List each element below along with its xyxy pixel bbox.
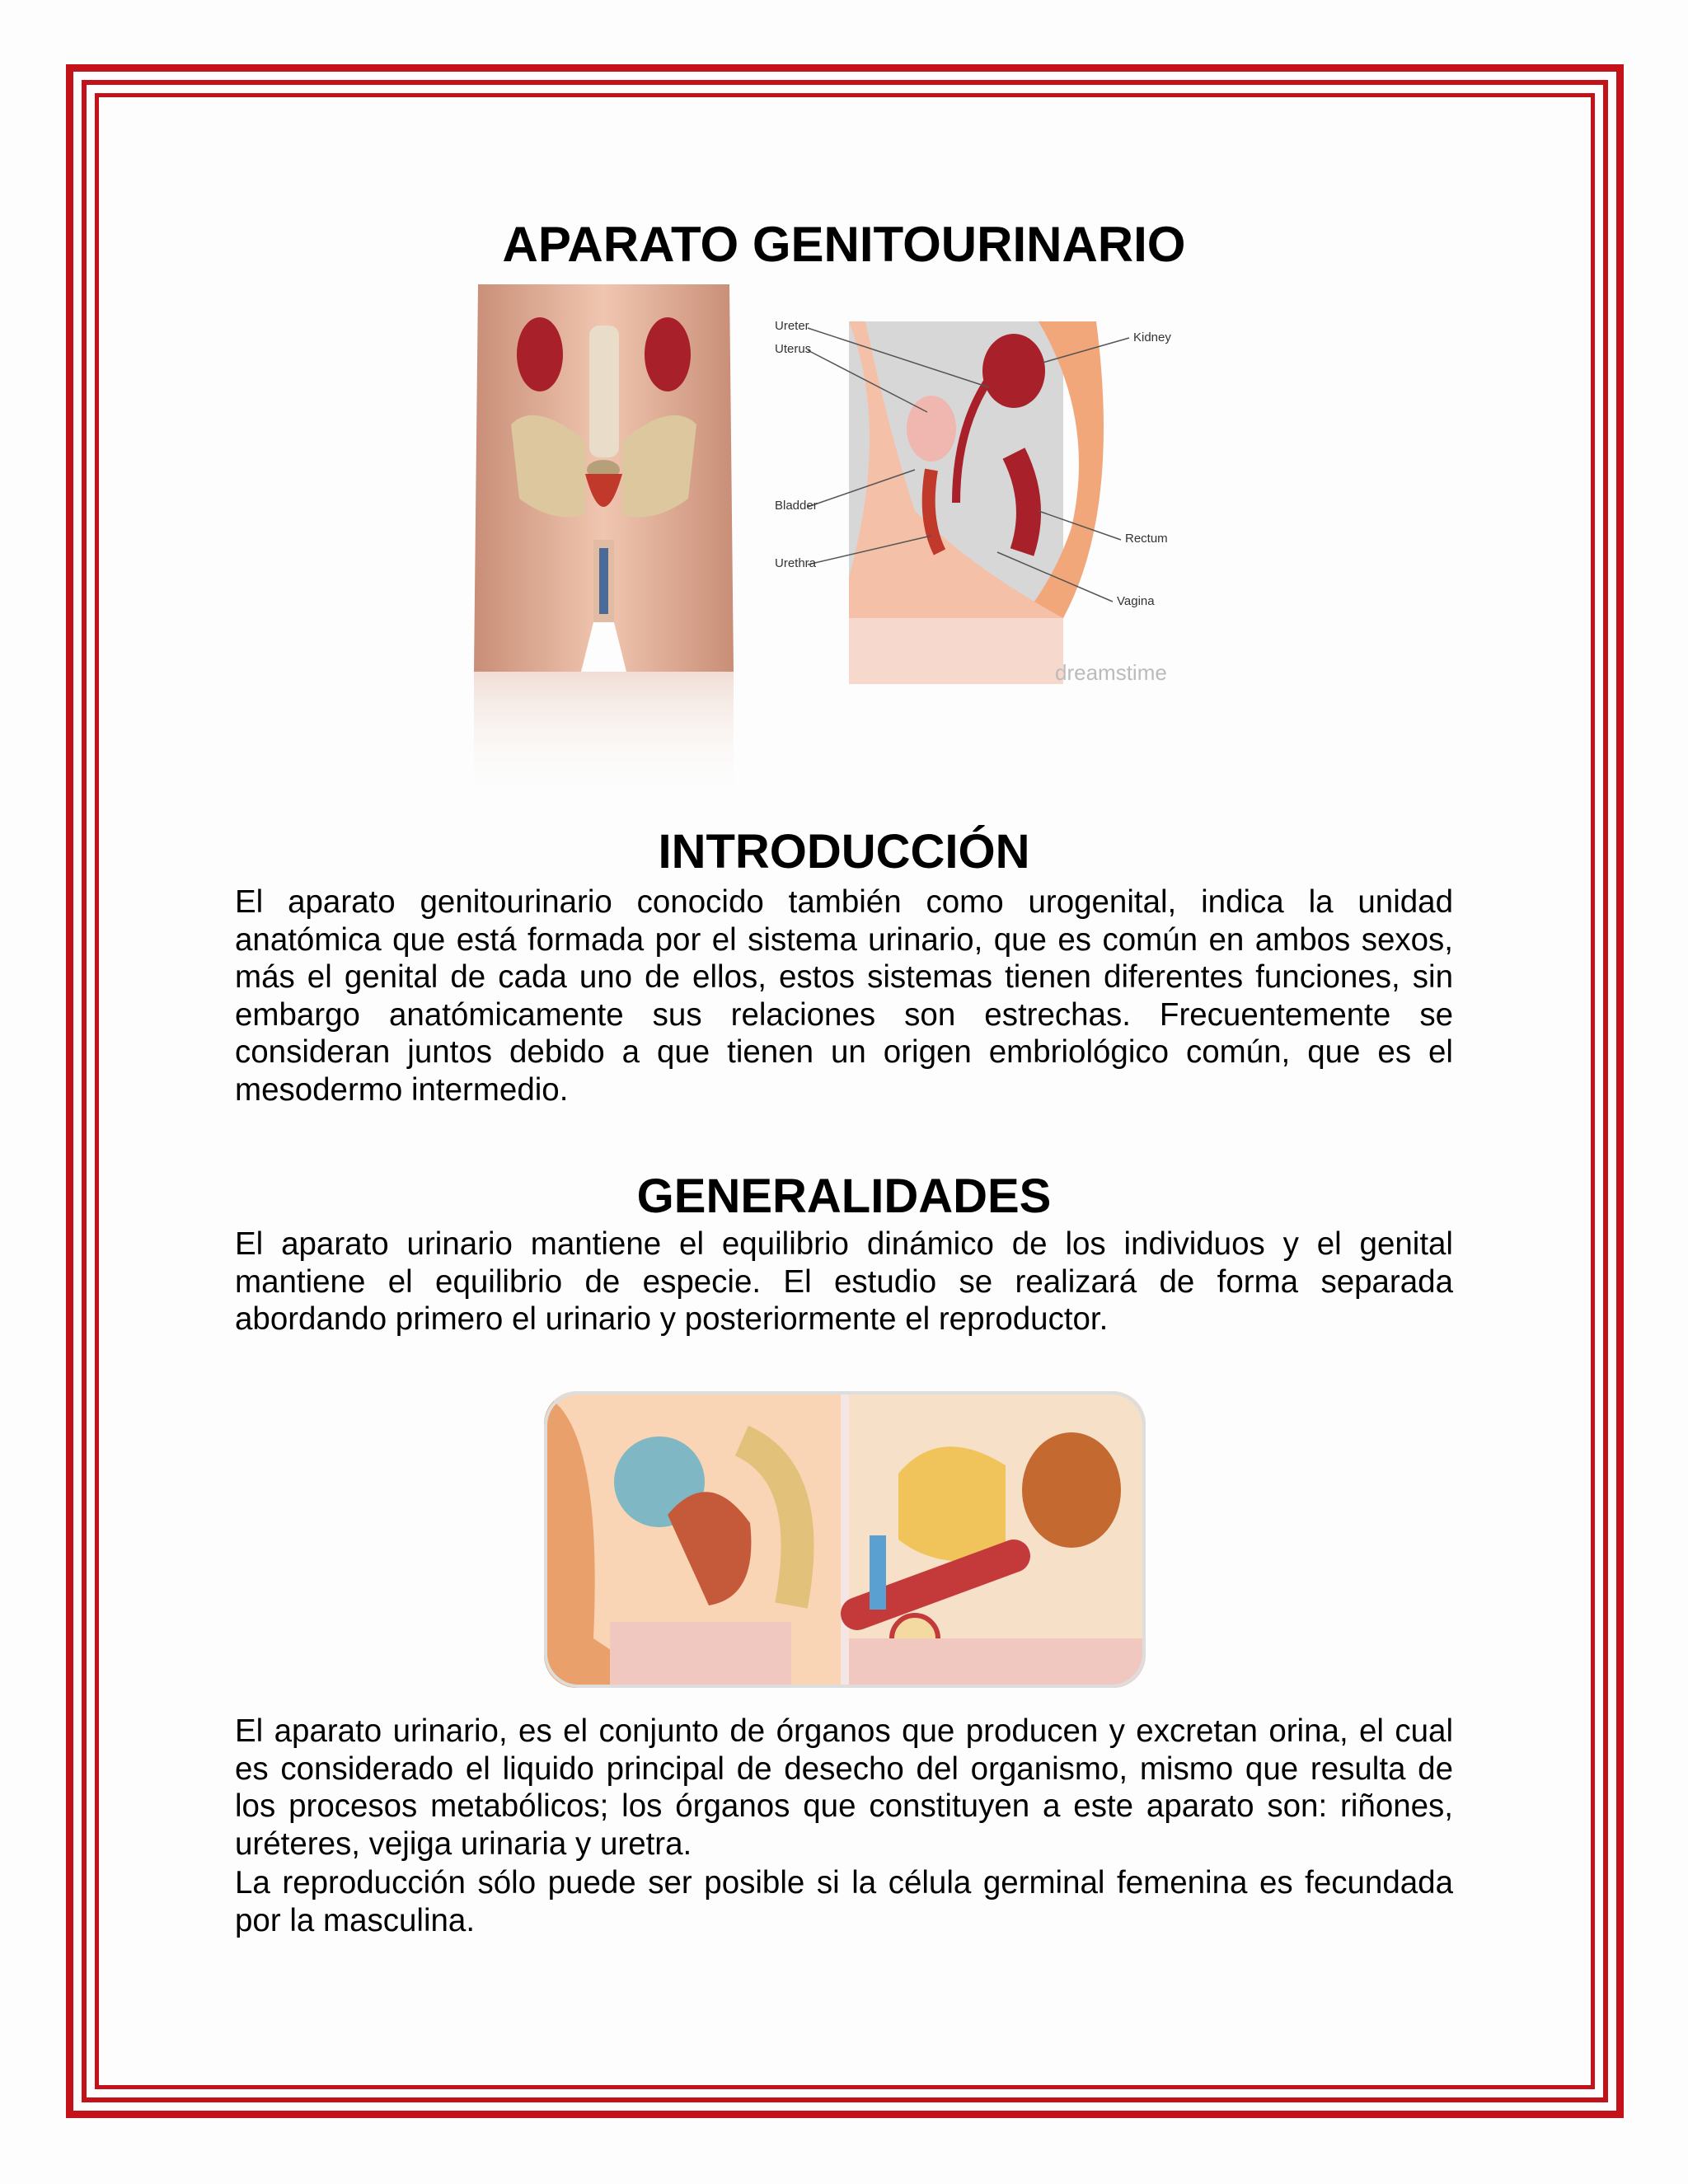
page-title: APARATO GENITOURINARIO	[502, 217, 1186, 272]
generalidades-text: El aparato urinario mantiene el equilibrio dinámico de los individuos y el genital mantiene el equilibrio de especie. El estudio se realizará de forma separada abordando primero el urinario y posteriormente el reproductor.	[235, 1226, 1453, 1337]
reproduccion-text: La reproducción sólo puede ser posible si la célula germinal femenina es fecundada por la masculina.	[235, 1865, 1453, 1938]
front-anatomy-illustration	[462, 276, 746, 804]
label-kidney: Kidney	[1133, 330, 1171, 344]
label-urethra: Urethra	[775, 556, 817, 570]
label-rectum: Rectum	[1125, 532, 1168, 546]
aparato-urinario-text: El aparato urinario, es el conjunto de órganos que producen y excretan orina, el cual es considerado el liquido principal de desecho del organismo, mismo que resulta de los procesos metabólicos; los órganos que constituyen a este aparato son: riñones, uréteres, vejiga urinaria y uretra.	[235, 1713, 1453, 1862]
introduccion-text: El aparato genitourinario conocido también como urogenital, indica la unidad anatómica que está formada por el sistema urinario, que es común en ambos sexos, más el genital de cada uno de ellos, estos sistemas tienen diferentes funciones, sin embargo anatómicamente sus relaciones son estrechas. Frecuentemente se consideran juntos debido a que tienen un origen embriológico común, que es el mesodermo intermedio.	[235, 884, 1453, 1108]
label-bladder: Bladder	[775, 499, 818, 513]
label-ureter: Ureter	[775, 319, 809, 333]
introduccion-heading: INTRODUCCIÓN	[658, 825, 1030, 879]
watermark: dreamstime	[1055, 660, 1167, 685]
sagittal-anatomy-diagram	[767, 305, 1228, 791]
generalidades-heading: GENERALIDADES	[636, 1169, 1052, 1223]
label-vagina: Vagina	[1117, 594, 1155, 608]
pelvis-comparison-illustration	[544, 1391, 1146, 1688]
label-uterus: Uterus	[775, 342, 812, 356]
